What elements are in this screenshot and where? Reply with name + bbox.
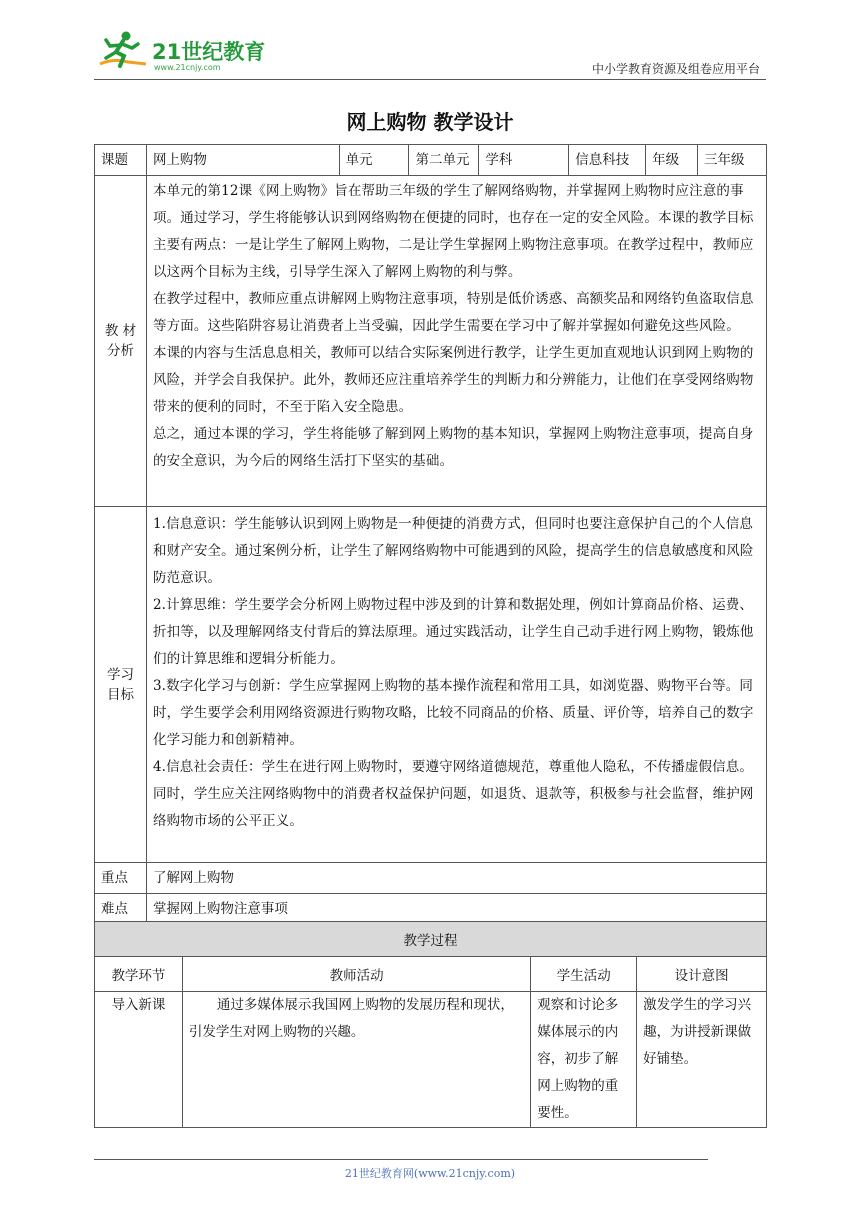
analysis-paragraph: 总之，通过本课的学习，学生将能够了解到网上购物的基本知识，掌握网上购物注意事项，提高自身的安全意识，为今后的网络生活打下坚实的基础。 [152,426,754,469]
subject-label: 学科 [479,145,569,176]
key-point-row [95,863,767,894]
grade-label: 年级 [646,145,698,176]
student-activity-cell: 观察和讨论多媒体展示的内容，初步了解网上购物的重要性。 [531,992,637,1128]
objectives-row [95,507,767,863]
table-row [95,992,767,1128]
analysis-paragraph: 在教学过程中，教师应重点讲解网上购物注意事项，特别是低价诱惑、高额奖品和网络钓鱼盗取信息等方面。这些陷阱容易让消费者上当受骗，因此学生需要在学习中了解并掌握如何避免这些风险。 [152,291,754,334]
header-divider [94,79,766,80]
course-label: 课题 [95,145,147,176]
column-header: 设计意图 [637,957,767,992]
analysis-label-line-1: 教 材 [104,323,137,339]
document-title: 网上购物 教学设计 [346,110,514,134]
grade-value: 三年级 [698,145,767,176]
process-columns-row [95,957,767,992]
page-header [94,28,766,78]
analysis-paragraph: 本课的内容与生活息息相关，教师可以结合实际案例进行教学，让学生更加直观地认识到网上购物的风险，并学会自我保护。此外，教师还应注重培养学生的判断力和分辨能力，让他们在享受网络购物带来的便利的同时，不至于陷入安全隐患。 [152,345,754,415]
objectives-label [95,507,147,863]
objective-item: 4.信息社会责任：学生在进行网上购物时，要遵守网络道德规范，尊重他人隐私，不传播虚假信息。同时，学生应关注网络购物中的消费者权益保护问题，如退货、退款等，积极参与社会监督，维护网络购物市场的公平正义。 [152,759,754,829]
difficulty-value: 掌握网上购物注意事项 [146,894,766,924]
footer-divider [94,1159,708,1160]
teacher-activity-cell: 通过多媒体展示我国网上购物的发展历程和现状，引发学生对网上购物的兴趣。 [182,992,530,1128]
column-header: 教学环节 [95,957,183,992]
unit-value: 第二单元 [409,145,479,176]
course-value: 网上购物 [146,145,339,176]
lesson-info-table [94,144,767,924]
logo-url: www.21cnjy.com [154,63,221,72]
difficulty-label: 难点 [95,894,147,924]
teaching-process-table [94,921,767,1128]
column-header: 教师活动 [182,957,530,992]
objective-item: 1.信息意识：学生能够认识到网上购物是一种便捷的消费方式，但同时也要注意保护自己的个人信息和财产安全。通过案例分析，让学生了解网络购物中可能遇到的风险，提高学生的信息敏感度和风险防范意识。 [152,516,754,586]
design-intent-cell: 激发学生的学习兴趣，为讲授新课做好铺垫。 [637,992,767,1128]
footer-text: 21世纪教育网(www.21cnjy.com) [344,1167,516,1180]
process-title: 教学过程 [95,922,767,957]
logo [94,28,274,78]
difficulty-row [95,894,767,924]
runner-logo-icon [94,28,154,78]
objective-item: 2.计算思维：学生要学会分析网上购物过程中涉及到的计算和数据处理，例如计算商品价格、运费、折扣等，以及理解网络支付背后的算法原理。通过实践活动，让学生自己动手进行网上购物，锻炼他们的计算思维和逻辑分析能力。 [152,597,754,667]
objective-item: 3.数字化学习与创新：学生应掌握网上购物的基本操作流程和常用工具，如浏览器、购物平台等。同时，学生要学会利用网络资源进行购物攻略，比较不同商品的价格、质量、评价等，培养自己的数字化学习能力和创新精神。 [152,678,754,748]
stage-cell: 导入新课 [95,992,183,1128]
subject-value: 信息科技 [569,145,646,176]
analysis-content [146,176,766,507]
objectives-label-line-2: 目标 [106,686,134,703]
column-header: 学生活动 [531,957,637,992]
analysis-label [95,176,147,507]
key-point-label: 重点 [95,863,147,894]
objectives-label-line-1: 学习 [106,666,134,683]
info-row [95,145,767,176]
platform-name: 中小学教育资源及组卷应用平台 [591,62,760,76]
unit-label: 单元 [339,145,409,176]
logo-text: 21世纪教育 [152,40,266,64]
process-header-row [95,922,767,957]
objectives-content [146,507,766,863]
key-point-value: 了解网上购物 [146,863,766,894]
analysis-label-line-2: 分析 [106,343,134,359]
analysis-row [95,176,767,507]
analysis-paragraph: 本单元的第12课《网上购物》旨在帮助三年级的学生了解网络购物，并掌握网上购物时应注意的事项。通过学习，学生将能够认识到网络购物在便捷的同时，也存在一定的安全风险。本课的教学目标主要有两点：一是让学生了解网上购物，二是让学生掌握网上购物注意事项。在教学过程中，教师应以这两个目标为主线，引导学生深入了解网上购物的利与弊。 [152,183,754,280]
